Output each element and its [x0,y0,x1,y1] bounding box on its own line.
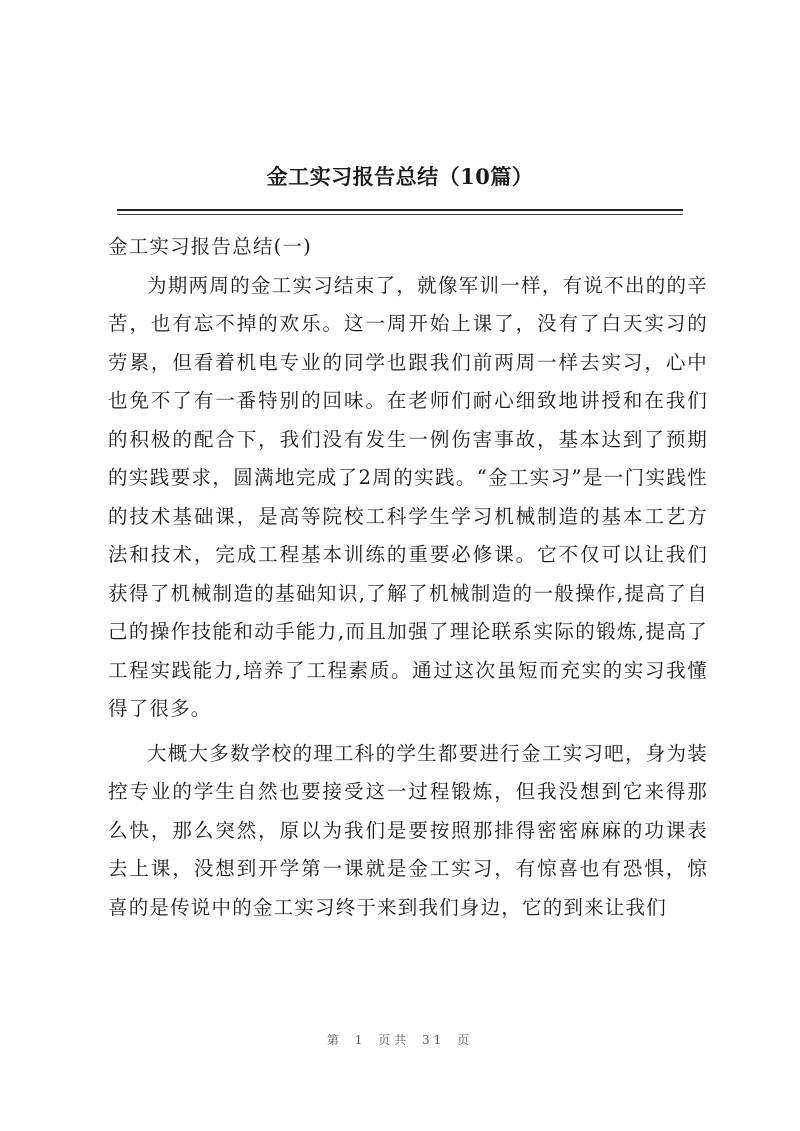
paragraph-2: 大概大多数学校的理工科的学生都要进行金工实习吧，身为装控专业的学生自然也要接受这一过程锻炼，但我没想到它来得那么快，那么突然，原以为我们是要按照那排得密密麻麻的功课表去上课，没想到开学第一课就是金工实习，有惊喜也有恐惧，惊喜的是传说中的金工实习终于来到我们身边，它的到来让我们 [108,741,708,919]
footer-page-number: 1 [354,1033,367,1047]
paragraph-1: 为期两周的金工实习结束了，就像军训一样，有说不出的的辛苦，也有忘不掉的欢乐。这一周开始上课了，没有了白天实习的劳累，但看着机电专业的同学也跟我们前两周一样去实习，心中也免不了有一番特别的回味。在老师们耐心细致地讲授和在我们的积极的配合下，我们没有发生一例伤害事故，基本达到了预期的实践要求，圆满地完成了2周的实践。“金工实习”是一门实践性的技术基础课，是高等院校工科学生学习机械制造的基本工艺方法和技术，完成工程基本训练的重要必修课。它不仅可以让我们获得了机械制造的基础知识,了解了机械制造的一般操作,提高了自己的操作技能和动手能力,而且加强了理论联系实际的锻炼,提高了工程实践能力,培养了工程素质。通过这次虽短而充实的实习我懂得了很多。 [108,273,708,720]
title-rule-thin [117,214,683,215]
section-heading: 金工实习报告总结(一) [108,235,312,258]
document-body [108,228,708,927]
footer-middle: 页共 [378,1033,411,1047]
footer-suffix: 页 [457,1033,474,1047]
footer-total-pages: 31 [422,1033,446,1047]
page-footer [0,1031,800,1048]
title-rule-thick [117,209,683,211]
footer-prefix: 第 [326,1033,343,1047]
document-title: 金工实习报告总结（10篇） [266,164,534,189]
